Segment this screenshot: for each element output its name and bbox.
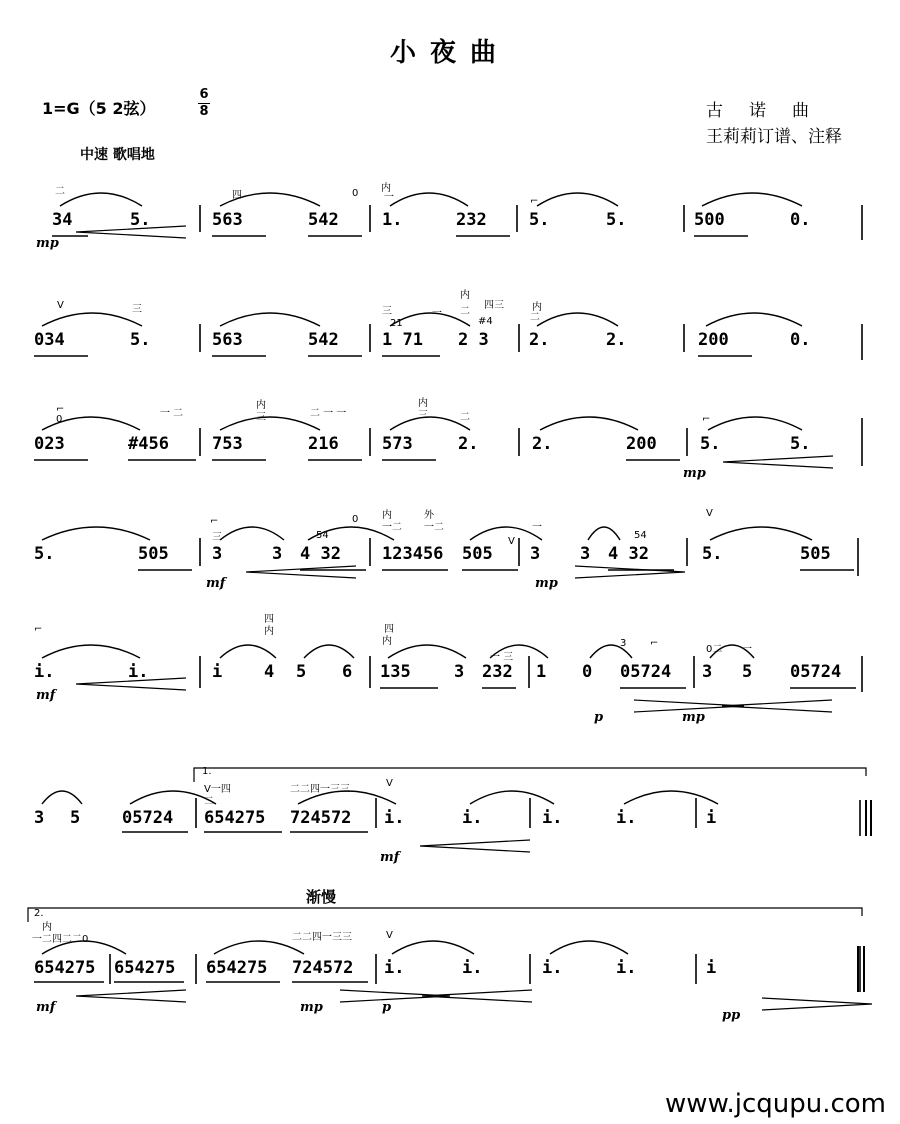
note-group: i. [128, 662, 149, 682]
note-group: i. [542, 958, 563, 978]
slur [540, 417, 638, 430]
note-group: 200 [698, 330, 729, 350]
slur [537, 193, 618, 206]
slur [588, 527, 620, 540]
note-group: 3 [272, 544, 283, 564]
dynamic-marking: mp [300, 1000, 323, 1015]
note-group: 1 71 [382, 330, 423, 350]
fingering-mark: 54 [634, 530, 647, 541]
note-group: 573 [382, 434, 413, 454]
note-group: 5. [34, 544, 55, 564]
note-group: 5. [700, 434, 721, 454]
fingering-mark: ⌐ [530, 196, 539, 207]
note-group: 232 [456, 210, 487, 230]
note-group: 5. [130, 210, 151, 230]
note-group: 2. [532, 434, 553, 454]
note-group: 5 [296, 662, 307, 682]
fingering-mark: V [706, 508, 713, 519]
dynamic-marking: mf [380, 850, 400, 865]
slur [550, 941, 628, 954]
fingering-mark: 一二 [382, 522, 402, 533]
hairpin [723, 456, 833, 468]
fingering-mark: 内 [460, 290, 470, 301]
fingering-mark: 三 [132, 304, 142, 315]
fingering-mark: 0 [352, 514, 359, 525]
fingering-mark: 一二 [424, 522, 444, 533]
note-group: i [706, 808, 717, 828]
note-group: i. [384, 958, 405, 978]
fingering-mark: ⌐ [702, 414, 711, 425]
note-group: 654275 [206, 958, 268, 978]
fingering-mark: 2. [34, 908, 44, 919]
fingering-mark: 一 [742, 644, 752, 655]
meter-bottom: 8 [199, 104, 209, 119]
hairpin [420, 840, 530, 852]
slur [624, 791, 718, 804]
fingering-mark: 三 [382, 306, 392, 317]
note-group: i [706, 958, 717, 978]
fingering-mark: V [386, 778, 393, 789]
note-group: 5. [790, 434, 811, 454]
note-group: i. [542, 808, 563, 828]
fingering-mark: V [57, 300, 64, 311]
ritardando-marking: 渐慢 [306, 888, 337, 906]
final-barline [858, 946, 864, 992]
hairpin [246, 566, 356, 578]
note-group: 135 [380, 662, 411, 682]
composer: 古诺曲 [706, 101, 835, 121]
note-group: i. [34, 662, 55, 682]
fingering-mark: 三 [256, 412, 266, 423]
website-watermark: www.jcqupu.com [665, 1089, 886, 1119]
fingering-mark: 内 [382, 510, 392, 521]
fingering-mark: 一 [532, 522, 542, 533]
note-group: 542 [308, 330, 339, 350]
slur [42, 645, 140, 658]
fingering-mark: 0二 [706, 644, 723, 655]
note-group: i. [462, 958, 483, 978]
note-group: #456 [128, 434, 169, 454]
slur [706, 313, 802, 326]
fingering-mark: #4 [478, 316, 493, 327]
slur [390, 193, 468, 206]
note-group: 2. [606, 330, 627, 350]
note-group: 034 [34, 330, 65, 350]
note-group: 563 [212, 210, 243, 230]
fingering-mark: 内 [382, 636, 392, 647]
fingering-mark: 四三 [484, 300, 504, 311]
slur [390, 417, 470, 430]
note-group: 542 [308, 210, 339, 230]
note-group: 563 [212, 330, 243, 350]
slur [702, 193, 802, 206]
fingering-mark: ⌐ [56, 404, 65, 415]
fingering-mark: ⌐ [34, 624, 43, 635]
dynamic-marking: mf [36, 1000, 56, 1015]
volta-bracket [28, 908, 862, 922]
dynamic-marking: p [382, 1000, 392, 1015]
dynamic-marking: mf [36, 688, 56, 703]
hairpin [76, 990, 186, 1002]
note-group: 724572 [292, 958, 354, 978]
slur [304, 645, 354, 658]
dynamic-marking: mp [682, 710, 705, 725]
note-group: i. [616, 808, 637, 828]
fingering-mark: ⌐ [650, 638, 659, 649]
fingering-mark: V [386, 930, 393, 941]
hairpin [575, 566, 685, 578]
note-group: 05724 [620, 662, 672, 682]
fingering-mark: 二 [460, 412, 470, 423]
dynamic-marking: mp [683, 466, 706, 481]
note-group: 1. [382, 210, 403, 230]
note-group: 3 [34, 808, 45, 828]
dynamic-marking: p [594, 710, 604, 725]
repeat-barline [866, 800, 871, 836]
fingering-mark: 3 [620, 638, 627, 649]
fingering-mark: 一二四二二0 [32, 934, 89, 945]
page-title: 小夜曲 [389, 38, 510, 68]
fingering-mark: 四 [232, 190, 242, 201]
note-group: 5. [702, 544, 723, 564]
note-group: 5. [529, 210, 550, 230]
note-group: 1 [536, 662, 547, 682]
note-group: 216 [308, 434, 339, 454]
fingering-mark: 内 [42, 922, 52, 933]
note-group: 5 [70, 808, 81, 828]
note-group: 200 [626, 434, 657, 454]
editor-credit: 王莉莉订谱、注释 [706, 127, 842, 147]
note-group: 5. [606, 210, 627, 230]
fingering-mark: ⌐ [210, 516, 219, 527]
fingering-mark: 0 [56, 414, 63, 425]
note-group: 753 [212, 434, 243, 454]
slur [710, 527, 812, 540]
note-group: 3 [530, 544, 541, 564]
note-group: 4 32 [608, 544, 649, 564]
key-signature: 1=G（5 2弦） [42, 99, 156, 118]
fingering-mark: 二二四一三三 [290, 784, 350, 795]
slur [537, 313, 618, 326]
hairpin [762, 998, 872, 1010]
slur [214, 941, 304, 954]
note-group: 5 [742, 662, 753, 682]
slur [42, 791, 82, 804]
note-group: 123456 [382, 544, 444, 564]
fingering-mark: 一 [432, 308, 442, 319]
note-group: 232 [482, 662, 513, 682]
fingering-mark: 二 [530, 312, 540, 323]
fingering-mark: 三 [418, 410, 428, 421]
fingering-mark: 54 [316, 530, 329, 541]
fingering-mark: 二二四一三三 [292, 932, 352, 943]
note-group: 4 32 [300, 544, 341, 564]
note-group: i [212, 662, 223, 682]
note-group: i. [616, 958, 637, 978]
hairpin [340, 990, 450, 1002]
note-group: 2. [529, 330, 550, 350]
fingering-mark: 四 [384, 624, 394, 635]
note-group: 023 [34, 434, 65, 454]
note-group: 724572 [290, 808, 352, 828]
fingering-mark: 内 [264, 626, 274, 637]
fingering-mark: 内 [532, 302, 542, 313]
fingering-mark: 外 [424, 510, 434, 521]
note-group: 654275 [114, 958, 176, 978]
slur [708, 417, 802, 430]
hairpin [422, 990, 532, 1002]
slur [220, 527, 284, 540]
note-group: 4 [264, 662, 275, 682]
slur [388, 645, 466, 658]
slur [42, 527, 150, 540]
fingering-mark: 三 [212, 532, 222, 543]
note-group: 3 [580, 544, 591, 564]
slur [220, 645, 276, 658]
slur [220, 417, 320, 430]
fingering-mark: 二 [204, 796, 214, 807]
fingering-mark: 一 二 [160, 408, 184, 419]
note-group: 505 [462, 544, 493, 564]
dynamic-marking: pp [722, 1008, 741, 1023]
note-group: 05724 [790, 662, 842, 682]
fingering-mark: 一 [384, 192, 394, 203]
note-group: i. [462, 808, 483, 828]
note-group: 2 3 [458, 330, 489, 350]
fingering-mark: V [508, 536, 515, 547]
fingering-mark: 二 [460, 306, 470, 317]
slur [60, 193, 142, 206]
dynamic-marking: mp [535, 576, 558, 591]
fingering-mark: 内 [256, 400, 266, 411]
note-group: 05724 [122, 808, 174, 828]
note-group: 654275 [204, 808, 266, 828]
slur [470, 791, 554, 804]
slur [42, 313, 142, 326]
slur [220, 313, 320, 326]
fingering-mark: 二 [55, 186, 65, 197]
time-signature [198, 88, 210, 119]
fingering-mark: V一四 [204, 784, 231, 795]
tempo-marking: 中速 歌唱地 [80, 147, 155, 163]
note-group: 3 [454, 662, 465, 682]
slur [392, 941, 474, 954]
note-group: 5. [130, 330, 151, 350]
meter-top: 6 [199, 87, 209, 102]
note-group: 500 [694, 210, 725, 230]
note-group: 6 [342, 662, 353, 682]
note-group: 3 [212, 544, 223, 564]
note-group: 0 [582, 662, 593, 682]
note-group: 3 [702, 662, 713, 682]
note-group: 505 [800, 544, 831, 564]
fingering-mark: 二 一 一 [310, 408, 347, 419]
dynamic-marking: mf [206, 576, 226, 591]
note-group: 654275 [34, 958, 96, 978]
dynamic-marking: mp [36, 236, 59, 251]
note-group: 2. [458, 434, 479, 454]
fingering-mark: 1. [202, 766, 212, 777]
fingering-mark: 内 [418, 398, 428, 409]
fingering-mark: 四 [264, 614, 274, 625]
note-group: i. [384, 808, 405, 828]
note-group: 0. [790, 330, 811, 350]
hairpin [722, 700, 832, 712]
note-group: 505 [138, 544, 169, 564]
fingering-mark: 内 [381, 183, 391, 194]
fingering-mark: 一 三 [490, 652, 514, 663]
fingering-mark: 0 [352, 188, 359, 199]
fingering-mark: 21 [390, 318, 403, 329]
note-group: 34 [52, 210, 73, 230]
note-group: 0. [790, 210, 811, 230]
